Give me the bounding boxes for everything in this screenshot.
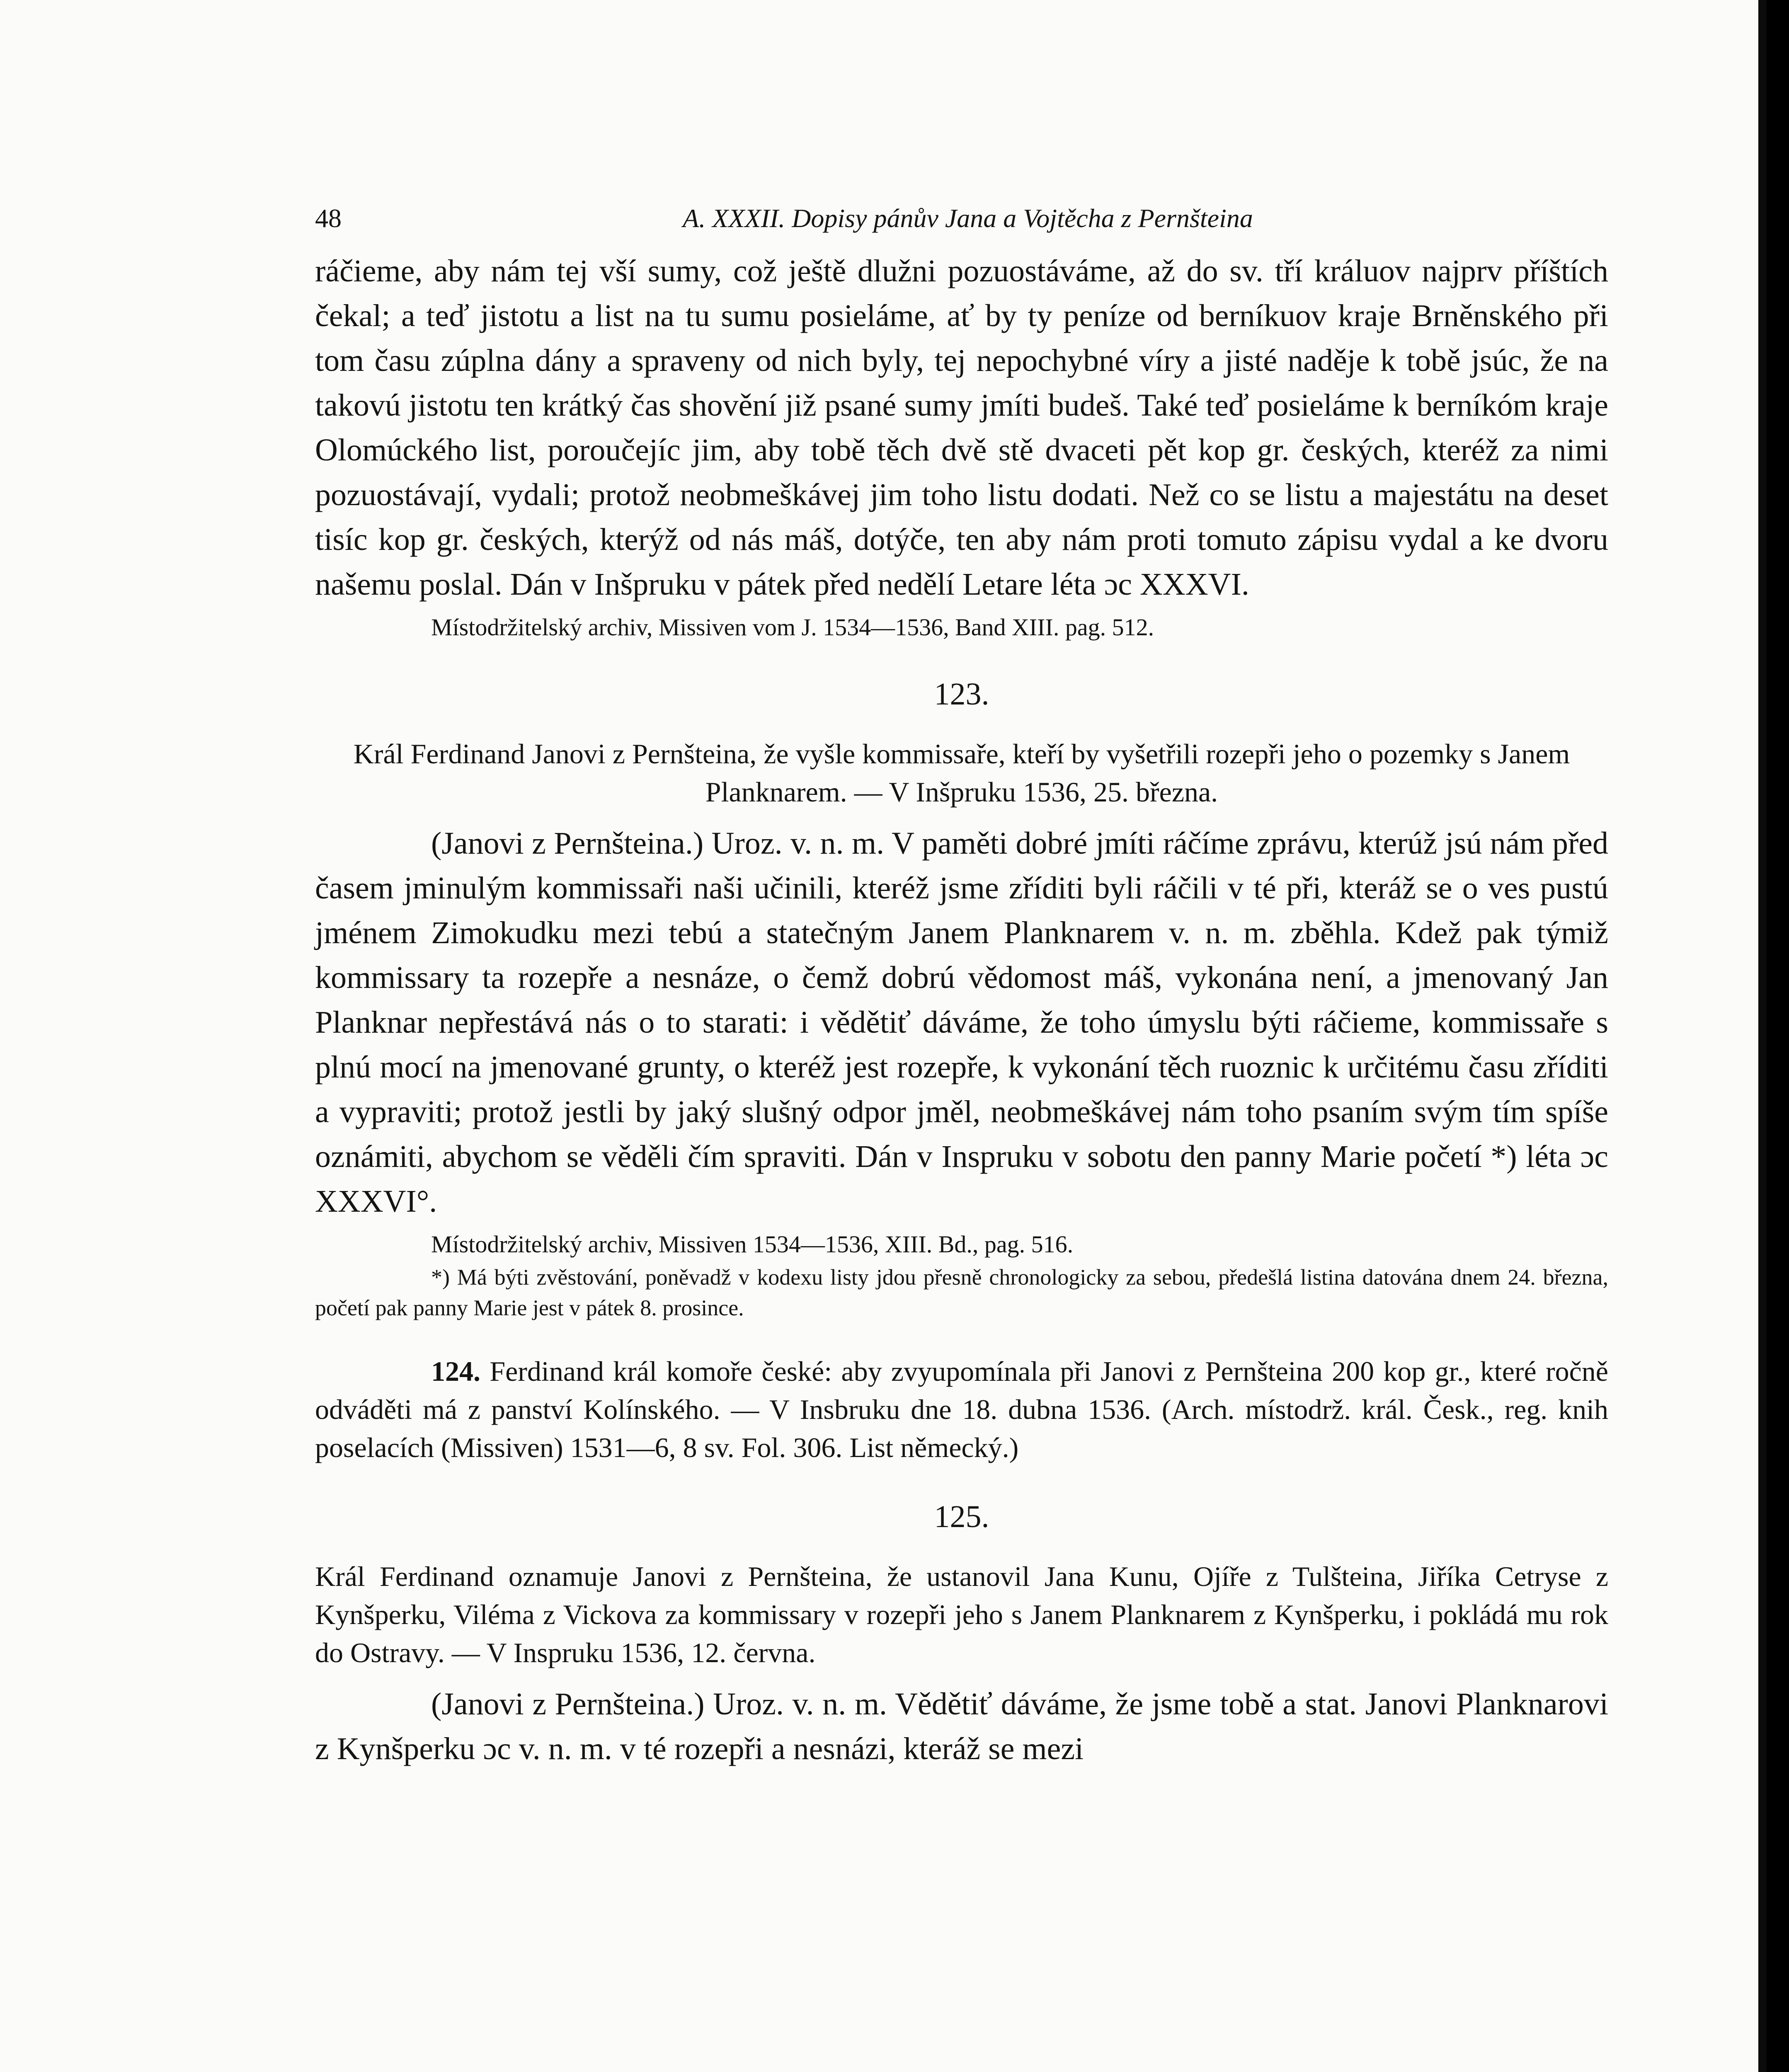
document-number-124: 124. bbox=[431, 1356, 480, 1387]
running-head: A. XXXII. Dopisy pánův Jana a Vojtěcha z Pernšteina bbox=[683, 203, 1253, 233]
entry-text-124: Ferdinand král komoře české: aby zvyupomínala při Janovi z Pernšteina 200 kop gr., které ročně odváděti má z panství Kolínského. — V Insbruku dne 18. dubna 1536. (Arch. místodrž. král. Česk., reg. knih poselacích (Missiven) 1531—6, 8 sv. Fol. 306. List německý.) bbox=[315, 1356, 1608, 1463]
entry-124 bbox=[315, 1352, 1608, 1467]
regest-123: Král Ferdinand Janovi z Pernšteina, že vyšle kommissaře, kteří by vyšetřili rozepři jeho o pozemky s Janem Planknarem. — V Inšpruku 1536, 25. března. bbox=[353, 738, 1570, 808]
continuation-source: Místodržitelský archiv, Missiven vom J. 1534—1536, Band XIII. pag. 512. bbox=[431, 614, 1154, 641]
document-text-123: (Janovi z Pernšteina.) Uroz. v. n. m. V paměti dobré jmíti ráčíme zprávu, kterúž jsú nám před časem jminulým kommissaři naši učinili, kteréž jsme zříditi byli ráčili v té při, kteráž se o ves pustú jménem Zimokudku mezi tebú a statečným Janem Planknarem v. n. m. zběhla. Kdež pak týmiž kommissary ta rozepře a nesnáze, o čemž dobrú vědomost máš, vykonána není, a jmenovaný Jan Planknar nepřestává nás o to starati: i vědětiť dáváme, že toho úmyslu býti ráčieme, kommissaře s plnú mocí na jmenované grunty, o kteréž jest rozepře, k vykonání těch ruoznic k určitému času zříditi a vypraviti; protož jestli by jaký slušný odpor jměl, neobmeškávej nám toho psaním svým tím spíše oznámiti, abychom se věděli čím spraviti. Dán v Inspruku v sobotu den panny Marie početí *) léta ɔc XXXVI°. bbox=[315, 826, 1608, 1219]
document-number-125: 125. bbox=[934, 1499, 989, 1534]
source-123: Místodržitelský archiv, Missiven 1534—1536, XIII. Bd., pag. 516. bbox=[431, 1231, 1074, 1258]
page-content bbox=[315, 203, 1608, 1771]
document-text-125: (Janovi z Pernšteina.) Uroz. v. n. m. Vědětiť dáváme, že jsme tobě a stat. Janovi Planknarovi z Kynšperku ɔc v. n. m. v té rozepři a nesnázi, kteráž se mezi bbox=[315, 1687, 1608, 1766]
footnote-123: *) Má býti zvěstování, poněvadž v kodexu listy jdou přesně chronologicky za sebou, předešlá listina datována dnem 24. března, početí pak panny Marie jest v pátek 8. prosince. bbox=[315, 1265, 1608, 1320]
document-number-123: 123. bbox=[934, 677, 989, 712]
page-number: 48 bbox=[315, 203, 342, 233]
page-header bbox=[315, 203, 1608, 249]
regest-125: Král Ferdinand oznamuje Janovi z Pernšteina, že ustanovil Jana Kunu, Ojíře z Tulšteina, Jiříka Cetryse z Kynšperku, Viléma z Vickova za kommissary v rozepři jeho s Janem Planknarem z Kynšperku, i pokládá mu rok do Ostravy. — V Inspruku 1536, 12. června. bbox=[315, 1561, 1608, 1668]
continuation-text: ráčieme, aby nám tej vší sumy, což ještě dlužni pozuostáváme, až do sv. tří králuov najprv příštích čekal; a teď jistotu a list na tu sumu posieláme, ať by ty peníze od berníkuov kraje Brněnského při tom času zúplna dány a spraveny od nich byly, tej nepochybné víry a jisté naděje k tobě jsúc, že na takovú jistotu ten krátký čas shovění již psané sumy jmíti budeš. Také teď posieláme k berníkóm kraje Olomúckého list, poroučejíc jim, aby tobě těch dvě stě dvaceti pět kop gr. českých, kteréž za nimi pozuostávají, vydali; protož neobmeškávej jim toho listu dodati. Než co se listu a majestátu na deset tisíc kop gr. českých, kterýž od nás máš, dotýče, ten aby nám proti tomuto zápisu vydal a ke dvoru našemu poslal. Dán v Inšpruku v pátek před nedělí Letare léta ɔc XXXVI. bbox=[315, 254, 1608, 602]
